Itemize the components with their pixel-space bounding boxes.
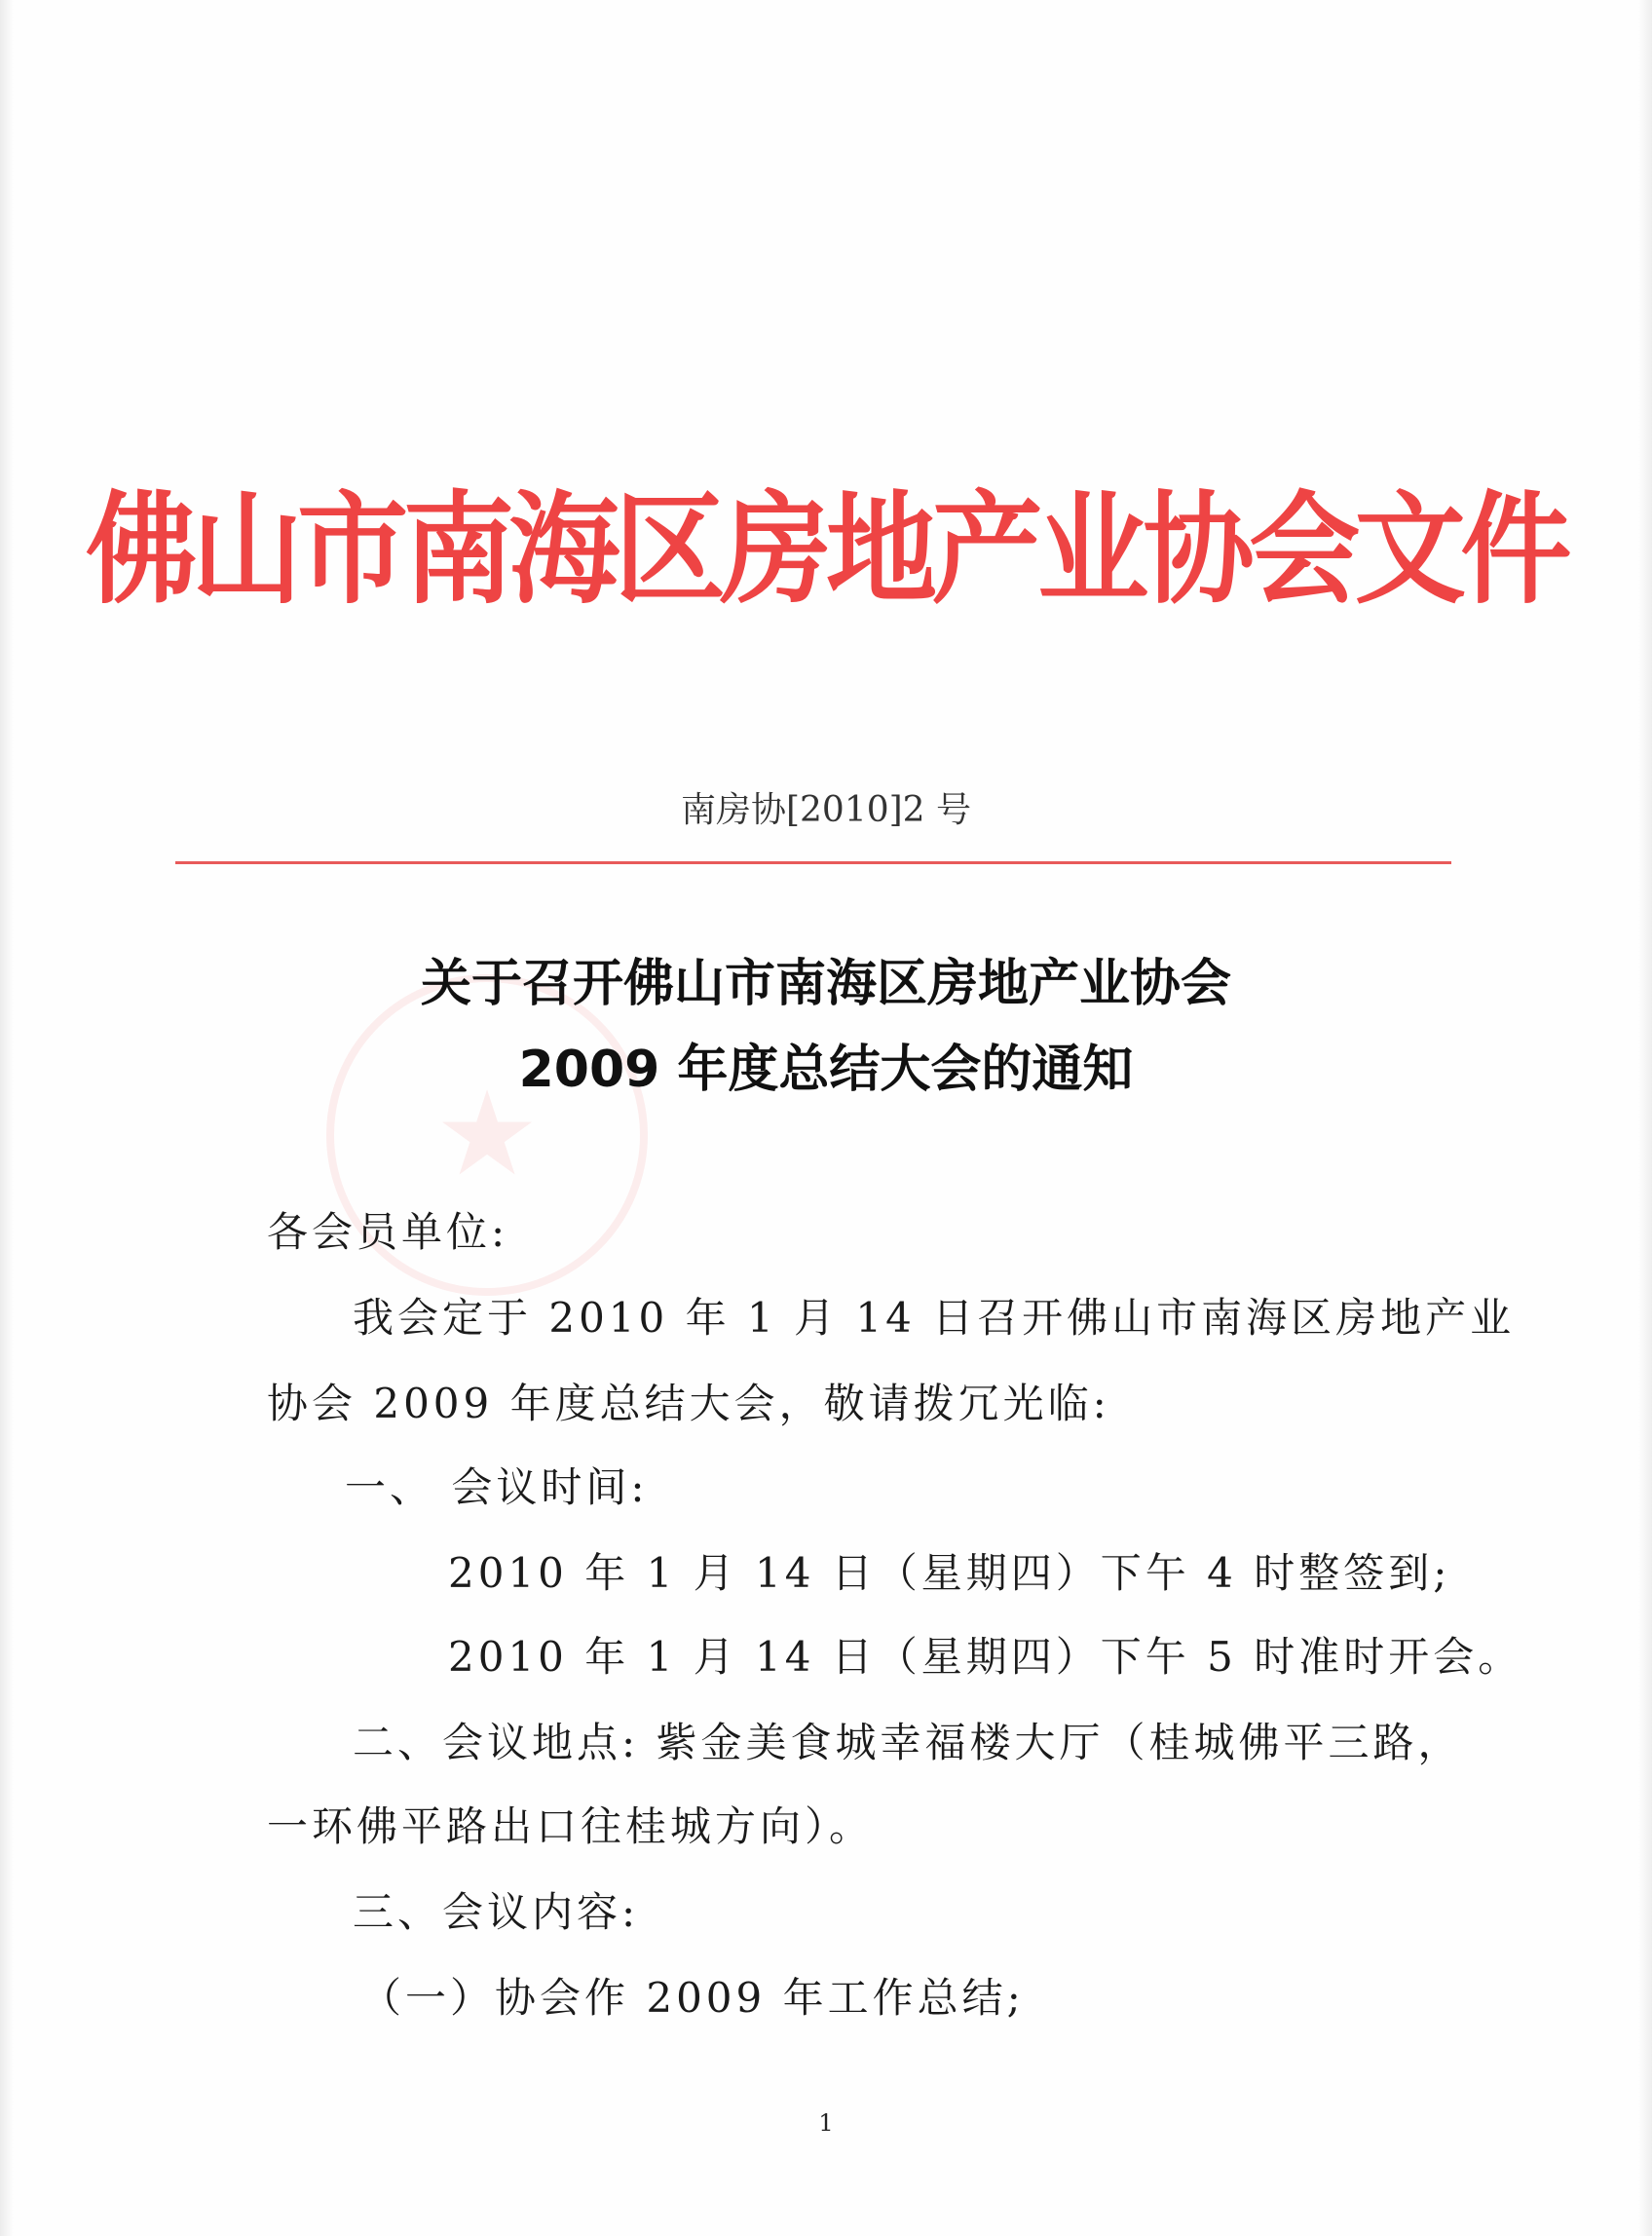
section-1-heading: 一、 会议时间: (345, 1463, 649, 1511)
agenda-item-1: （一）协会作 2009 年工作总结; (360, 1974, 1025, 2022)
notice-title-line-2: 2009 年度总结大会的通知 (518, 1041, 1134, 1099)
seal-star-icon: ★ (434, 1067, 540, 1202)
section-2-location-line-2: 一环佛平路出口往桂城方向）。 (267, 1802, 875, 1850)
meeting-time-line-1: 2010 年 1 月 14 日（星期四）下午 4 时整签到; (448, 1549, 1451, 1597)
document-number: 南房协[2010]2 号 (680, 790, 972, 830)
scan-edge-left (0, 0, 14, 2236)
red-divider-line (175, 861, 1451, 864)
section-3-heading: 三、会议内容: (353, 1888, 640, 1936)
salutation: 各会员单位: (267, 1208, 509, 1256)
meeting-time-line-2: 2010 年 1 月 14 日（星期四）下午 5 时准时开会。 (448, 1633, 1523, 1681)
intro-line-1: 我会定于 2010 年 1 月 14 日召开佛山市南海区房地产业 (353, 1294, 1516, 1342)
intro-line-2: 协会 2009 年度总结大会，敬请拨冗光临: (267, 1380, 1110, 1427)
masthead-title: 佛山市南海区房地产业协会文件 (86, 479, 1566, 621)
section-2-location-line-1: 二、会议地点: 紫金美食城幸福楼大厅（桂城佛平三路， (353, 1719, 1463, 1766)
notice-title-line-1: 关于召开佛山市南海区房地产业协会 (420, 955, 1231, 1013)
scan-edge-right (1638, 0, 1652, 2236)
page-number: 1 (818, 2109, 834, 2137)
